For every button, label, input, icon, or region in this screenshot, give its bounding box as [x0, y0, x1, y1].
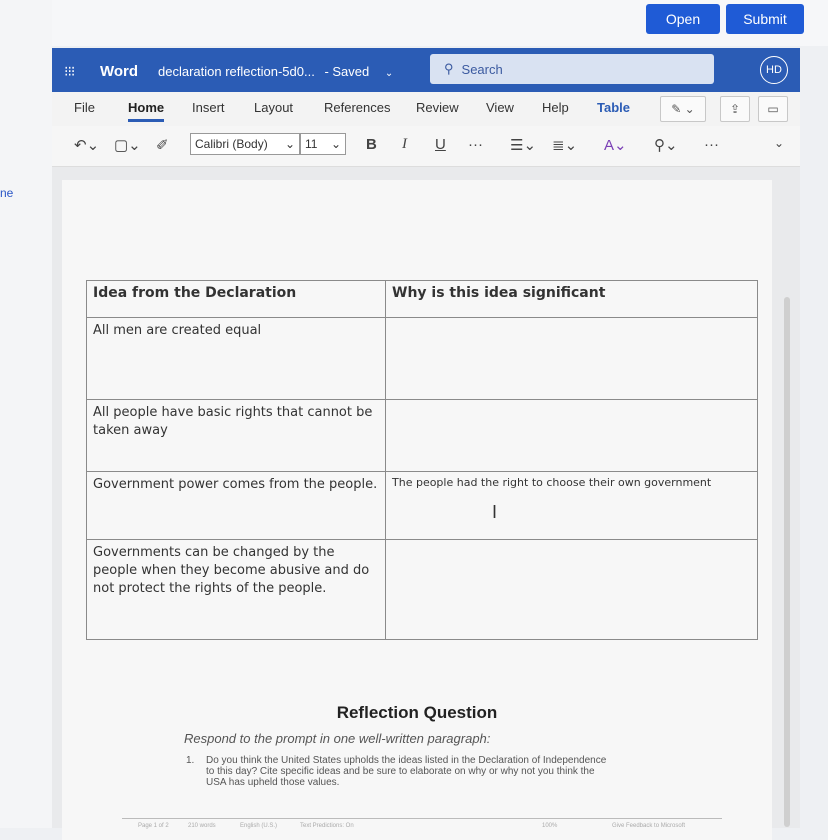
zoom-level[interactable]: 100%	[542, 823, 558, 829]
reflection-prompt: Respond to the prompt in one well-written paragraph:	[184, 731, 491, 746]
share-button[interactable]	[720, 96, 750, 122]
table-row	[87, 472, 758, 540]
search-box[interactable]	[430, 54, 714, 84]
app-launcher-icon[interactable]: ⁝⁝⁝	[64, 63, 75, 79]
declaration-table[interactable]	[86, 280, 758, 640]
word-count[interactable]: 210 words	[188, 823, 216, 829]
italic-button[interactable]: I	[402, 136, 407, 152]
underline-button[interactable]: U	[435, 136, 446, 153]
more-options-button[interactable]: ···	[704, 136, 719, 153]
column-header: Idea from the Declaration	[87, 281, 386, 318]
idea-cell[interactable]: Governments can be changed by the people when they become abusive and do not protect the rights of the people.	[87, 540, 386, 640]
font-size-value: 11	[305, 137, 318, 151]
idea-cell[interactable]: Government power comes from the people.	[87, 472, 386, 540]
comments-button[interactable]	[758, 96, 788, 122]
idea-cell[interactable]: All people have basic rights that cannot be taken away	[87, 400, 386, 472]
clipboard-icon[interactable]: ▢⌄	[114, 137, 141, 154]
tab-home[interactable]: Home	[128, 100, 165, 115]
side-link-fragment[interactable]: ne	[0, 186, 14, 200]
font-name-select[interactable]	[190, 133, 300, 155]
significance-cell[interactable]	[386, 400, 758, 472]
question-text: Do you think the United States upholds the ideas listed in the Declaration of Independence to this day? Cite specific ideas and be sure to elaborate on why or why not you think the USA has upheld those values.	[206, 755, 607, 788]
format-painter-icon[interactable]: ✐	[156, 137, 169, 154]
text-predictions[interactable]: Text Predictions: On	[300, 823, 354, 829]
tab-insert[interactable]: Insert	[192, 100, 225, 115]
document-title[interactable]	[158, 64, 393, 79]
word-online-app	[52, 48, 800, 828]
font-name-value: Calibri (Body)	[195, 137, 268, 151]
document-name: declaration reflection-5d0...	[158, 64, 315, 79]
title-bar	[52, 48, 800, 92]
significance-cell[interactable]: The people had the right to choose their own government	[386, 472, 758, 540]
styles-icon[interactable]: A⌄	[604, 137, 627, 154]
table-header-row	[87, 281, 758, 318]
column-header: Why is this idea significant	[386, 281, 758, 318]
vertical-scrollbar[interactable]	[784, 297, 790, 827]
chevron-down-icon: ⌄	[330, 137, 341, 151]
tab-review[interactable]: Review	[416, 100, 459, 115]
page-count[interactable]: Page 1 of 2	[138, 823, 169, 829]
font-size-select[interactable]	[300, 133, 346, 155]
status-bar	[122, 818, 722, 833]
feedback-link[interactable]: Give Feedback to Microsoft	[612, 823, 686, 829]
open-button[interactable]: Open	[646, 4, 720, 34]
table-row	[87, 400, 758, 472]
bold-button[interactable]: B	[366, 136, 377, 153]
comment-icon: ▭	[767, 102, 779, 116]
tab-view[interactable]: View	[486, 100, 514, 115]
collapse-ribbon-icon[interactable]: ⌄	[774, 136, 785, 150]
pencil-icon: ✎ ⌄	[671, 102, 695, 116]
search-icon: ⚲	[444, 61, 454, 76]
table-row	[87, 540, 758, 640]
tab-table[interactable]: Table	[597, 100, 630, 115]
language[interactable]: English (U.S.)	[240, 823, 278, 829]
share-icon: ⇪	[729, 102, 741, 116]
tab-layout[interactable]: Layout	[254, 100, 294, 115]
significance-cell[interactable]	[386, 318, 758, 400]
idea-cell[interactable]: All men are created equal	[87, 318, 386, 400]
table-row	[87, 318, 758, 400]
search-placeholder: Search	[461, 61, 503, 77]
chevron-down-icon: ⌄	[284, 137, 295, 151]
reflection-title: Reflection Question	[336, 703, 498, 722]
tab-references[interactable]: References	[324, 100, 391, 115]
align-icon[interactable]: ≣⌄	[552, 137, 578, 154]
save-status: - Saved	[324, 64, 370, 79]
undo-icon[interactable]: ↶⌄	[74, 137, 100, 154]
text-cursor-icon: I	[492, 502, 498, 522]
more-font-options-button[interactable]: ···	[468, 136, 483, 153]
document-canvas	[52, 167, 800, 828]
avatar[interactable]: HD	[760, 56, 788, 84]
editing-mode-button[interactable]	[660, 96, 706, 122]
bullets-icon[interactable]: ☰⌄	[510, 137, 537, 154]
chevron-down-icon[interactable]: ⌄	[384, 68, 394, 79]
home-ribbon	[52, 126, 800, 167]
submit-button[interactable]: Submit	[726, 4, 804, 34]
app-name[interactable]: Word	[100, 63, 139, 80]
tab-file[interactable]: File	[74, 100, 95, 115]
outer-page-left	[0, 0, 52, 828]
question-number: 1.	[186, 755, 195, 766]
reflection-question	[186, 755, 616, 788]
find-icon[interactable]: ⚲⌄	[654, 137, 678, 154]
document-page[interactable]	[62, 180, 772, 840]
tab-help[interactable]: Help	[542, 100, 569, 115]
significance-cell[interactable]	[386, 540, 758, 640]
